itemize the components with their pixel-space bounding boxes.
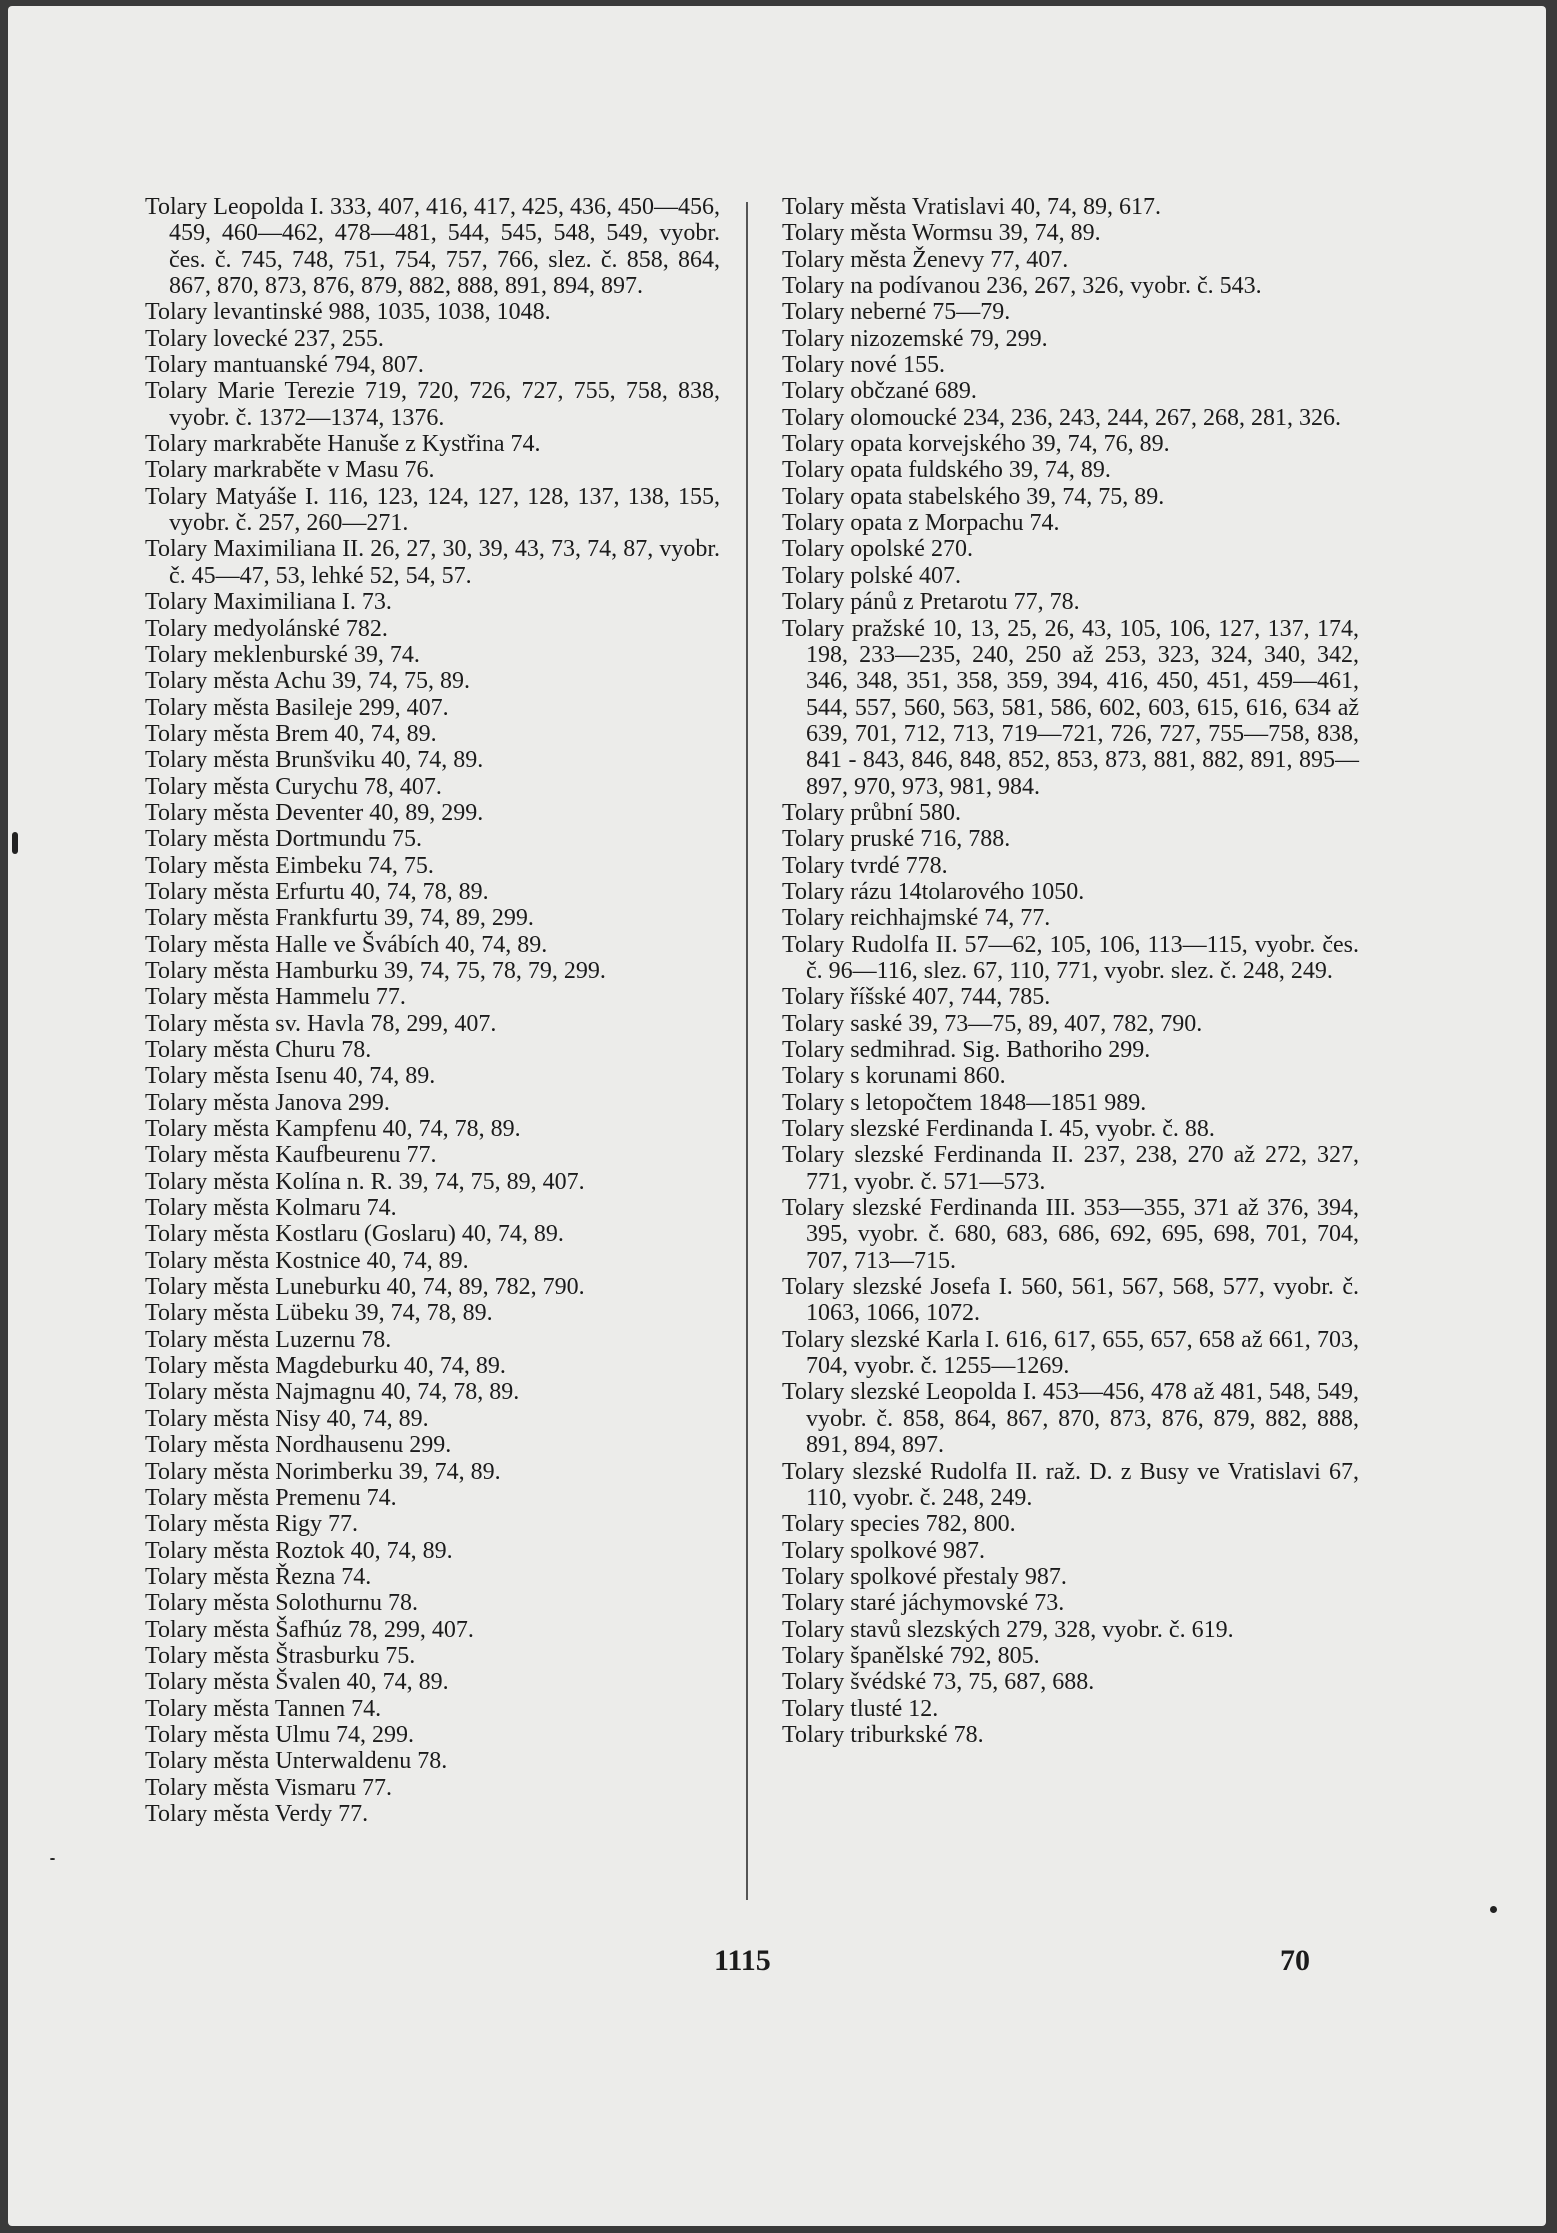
index-entry: Tolary Matyáše I. 116, 123, 124, 127, 128, 137, 138, 155, vyobr. č. 257, 260—271. (145, 483, 720, 537)
index-entry: Tolary města Brem 40, 74, 89. (145, 720, 437, 747)
index-entry: Tolary občzané 689. (782, 378, 977, 405)
index-entry: Tolary města Erfurtu 40, 74, 78, 89. (145, 878, 489, 905)
index-entry: Tolary města Brunšviku 40, 74, 89. (145, 747, 484, 774)
index-entry: Tolary města Janova 299. (145, 1089, 390, 1116)
index-entry: Tolary města Ženevy 77, 407. (782, 246, 1069, 273)
index-entry: Tolary města Kolína n. R. 39, 74, 75, 89, 407. (145, 1168, 585, 1195)
index-entry: Tolary města Švalen 40, 74, 89. (145, 1669, 449, 1696)
index-entry: Tolary nizozemské 79, 299. (782, 325, 1048, 352)
index-entry: Tolary města Basileje 299, 407. (145, 694, 449, 721)
index-entry: Tolary města Churu 78. (145, 1037, 372, 1063)
index-entry: Tolary lovecké 237, 255. (145, 325, 384, 352)
index-entry: Tolary levantinské 988, 1035, 1038, 1048. (145, 299, 551, 326)
index-entry: Tolary města Nisy 40, 74, 89. (145, 1405, 429, 1432)
index-entry: Tolary slezské Leopolda I. 453—456, 478 až 481, 548, 549, vyobr. č. 858, 864, 867, 870, 873, 876, 879, 882, 888, 891, 894, 897. (782, 1379, 1359, 1459)
index-entry: Tolary říšské 407, 744, 785. (782, 984, 1051, 1011)
index-entry: Tolary města Kostnice 40, 74, 89. (145, 1247, 469, 1274)
index-entry: Tolary města Kostlaru (Goslaru) 40, 74, 89. (145, 1221, 564, 1248)
page-number-center: 1115 (714, 1944, 771, 1977)
index-entry: Tolary reichhajmské 74, 77. (782, 905, 1051, 932)
index-entry: Tolary města Řezna 74. (145, 1563, 372, 1590)
column-divider (746, 202, 748, 1900)
index-entry: Tolary Maximiliana II. 26, 27, 30, 39, 43, 73, 74, 87, vyobr. č. 45—47, 53, lehké 52, 54, 57. (145, 536, 720, 589)
index-entry: Tolary markraběte v Masu 76. (145, 457, 435, 484)
index-entry: Tolary města Unterwaldenu 78. (145, 1748, 448, 1775)
index-entry: Tolary medyolánské 782. (145, 615, 388, 642)
index-entry: Tolary nové 155. (782, 352, 945, 379)
index-entry: Tolary města Norimberku 39, 74, 89. (145, 1458, 501, 1485)
index-entry: Tolary města Kolmaru 74. (145, 1195, 397, 1222)
index-entry: Tolary slezské Ferdinanda I. 45, vyobr. č. 88. (782, 1116, 1215, 1143)
index-entry: Tolary olomoucké 234, 236, 243, 244, 267, 268, 281, 326. (782, 404, 1341, 431)
index-entry: Tolary města Deventer 40, 89, 299. (145, 799, 484, 826)
index-entry: Tolary města Šafhúz 78, 299, 407. (145, 1616, 474, 1643)
print-speck (50, 1858, 55, 1860)
index-entry: Tolary švédské 73, 75, 687, 688. (782, 1669, 1095, 1696)
index-entry: Tolary rázu 14tolarového 1050. (782, 878, 1085, 905)
index-entry: Tolary tvrdé 778. (782, 852, 948, 879)
index-entry: Tolary meklenburské 39, 74. (145, 641, 420, 668)
index-entry: Tolary města Hamburku 39, 74, 75, 78, 79, 299. (145, 957, 606, 984)
index-entry: Tolary města sv. Havla 78, 299, 407. (145, 1010, 497, 1037)
index-column-right (782, 194, 1359, 1748)
index-entry: Tolary města Verdy 77. (145, 1800, 369, 1827)
index-entry: Tolary opata z Morpachu 74. (782, 510, 1060, 537)
index-entry: Tolary opata stabelského 39, 74, 75, 89. (782, 483, 1165, 510)
index-entry: Tolary průbní 580. (782, 799, 961, 826)
index-entry: Tolary na podívanou 236, 267, 326, vyobr. č. 543. (782, 273, 1262, 300)
index-entry: Tolary města Tannen 74. (145, 1695, 382, 1722)
index-entry: Tolary slezské Ferdinanda III. 353—355, 371 až 376, 394, 395, vyobr. č. 680, 683, 686, 692, 695, 698, 701, 704, 707, 713—715. (782, 1195, 1359, 1274)
index-entry: Tolary města Najmagnu 40, 74, 78, 89. (145, 1379, 520, 1406)
index-entry: Tolary spolkové 987. (782, 1537, 985, 1564)
index-entry: Tolary města Vratislavi 40, 74, 89, 617. (782, 194, 1162, 220)
index-entry: Tolary polské 407. (782, 562, 961, 589)
index-entry: Tolary města Magdeburku 40, 74, 89. (145, 1353, 506, 1380)
index-entry: Tolary opata fuldského 39, 74, 89. (782, 457, 1111, 484)
index-entry: Tolary pruské 716, 788. (782, 826, 1011, 853)
index-entry: Tolary sedmihrad. Sig. Bathoriho 299. (782, 1037, 1151, 1063)
index-entry: Tolary spolkové přestaly 987. (782, 1563, 1067, 1590)
index-entry: Tolary slezské Ferdinanda II. 237, 238, 270 až 272, 327, 771, vyobr. č. 571—573. (782, 1142, 1359, 1195)
index-entry: Tolary španělské 792, 805. (782, 1642, 1040, 1669)
index-entry: Tolary slezské Rudolfa II. raž. D. z Busy ve Vratislavi 67, 110, vyobr. č. 248, 249. (782, 1458, 1359, 1511)
index-entry: Tolary města Rigy 77. (145, 1511, 358, 1538)
index-entry: Tolary města Ulmu 74, 299. (145, 1721, 414, 1748)
page-number-right: 70 (1280, 1944, 1310, 1977)
index-entry: Tolary města Roztok 40, 74, 89. (145, 1537, 453, 1564)
index-entry: Tolary města Kaufbeurenu 77. (145, 1142, 437, 1169)
index-entry: Tolary staré jáchymovské 73. (782, 1590, 1065, 1617)
index-entry: Tolary města Nordhausenu 299. (145, 1432, 452, 1459)
document-page (8, 6, 1546, 2226)
index-entry: Tolary markraběte Hanuše z Kystřina 74. (145, 431, 541, 458)
index-entry: Tolary tlusté 12. (782, 1695, 939, 1722)
index-entry: Tolary města Isenu 40, 74, 89. (145, 1063, 436, 1090)
index-entry: Tolary města Kampfenu 40, 74, 78, 89. (145, 1116, 521, 1143)
print-speck (1490, 1906, 1497, 1913)
index-entry: Tolary města Dortmundu 75. (145, 826, 422, 853)
print-speck (12, 832, 18, 854)
index-entry: Tolary Leopolda I. 333, 407, 416, 417, 425, 436, 450—456, 459, 460—462, 478—481, 544, 545, 548, 549, vyobr. čes. č. 745, 748, 751, 754, 757, 766, slez. č. 858, 864, 867, 870, 873, 876, 879, 882, 888, 891, 894, 897. (145, 194, 720, 300)
index-entry: Tolary mantuanské 794, 807. (145, 352, 424, 379)
index-entry: Tolary města Hammelu 77. (145, 984, 406, 1011)
index-entry: Tolary města Halle ve Švábích 40, 74, 89. (145, 931, 548, 958)
index-column-left (145, 194, 720, 1827)
index-entry: Tolary saské 39, 73—75, 89, 407, 782, 790. (782, 1010, 1203, 1037)
index-entry: Tolary slezské Josefa I. 560, 561, 567, 568, 577, vyobr. č. 1063, 1066, 1072. (782, 1274, 1359, 1327)
index-entry: Tolary Maximiliana I. 73. (145, 589, 392, 616)
index-entry: Tolary neberné 75—79. (782, 299, 1011, 326)
index-entry: Tolary s korunami 860. (782, 1063, 1006, 1090)
index-entry: Tolary města Premenu 74. (145, 1484, 397, 1511)
index-entry: Tolary města Wormsu 39, 74, 89. (782, 220, 1101, 247)
index-entry: Tolary pražské 10, 13, 25, 26, 43, 105, 106, 127, 137, 174, 198, 233—235, 240, 250 až 253, 323, 324, 340, 342, 346, 348, 351, 358, 359, 394, 416, 450, 451, 459—461, 544, 557, 560, 563, 581, 586, 602, 603, 615, 616, 634 až 639, 701, 712, 713, 719—721, 726, 727, 755—758, 838, 841 - 843, 846, 848, 852, 853, 873, 881, 882, 891, 895—897, 970, 973, 981, 984. (782, 615, 1359, 800)
index-entry: Tolary města Solothurnu 78. (145, 1590, 418, 1617)
index-entry: Tolary Rudolfa II. 57—62, 105, 106, 113—115, vyobr. čes. č. 96—116, slez. 67, 110, 771, vyobr. slez. č. 248, 249. (782, 931, 1359, 984)
index-entry: Tolary stavů slezských 279, 328, vyobr. č. 619. (782, 1616, 1234, 1643)
index-entry: Tolary města Luneburku 40, 74, 89, 782, 790. (145, 1274, 585, 1301)
index-entry: Tolary species 782, 800. (782, 1511, 1016, 1538)
index-entry: Tolary města Vismaru 77. (145, 1774, 393, 1801)
index-entry: Tolary města Lübeku 39, 74, 78, 89. (145, 1300, 493, 1327)
index-entry: Tolary města Achu 39, 74, 75, 89. (145, 668, 470, 695)
index-entry: Tolary s letopočtem 1848—1851 989. (782, 1089, 1147, 1116)
index-entry: Tolary pánů z Pretarotu 77, 78. (782, 589, 1080, 616)
index-entry: Tolary opata korvejského 39, 74, 76, 89. (782, 431, 1170, 458)
index-entry: Tolary slezské Karla I. 616, 617, 655, 657, 658 až 661, 703, 704, vyobr. č. 1255—1269. (782, 1326, 1359, 1380)
index-entry: Tolary města Luzernu 78. (145, 1326, 392, 1353)
index-entry: Tolary Marie Terezie 719, 720, 726, 727, 755, 758, 838, vyobr. č. 1372—1374, 1376. (145, 378, 720, 431)
index-entry: Tolary města Curychu 78, 407. (145, 773, 442, 800)
index-entry: Tolary triburkské 78. (782, 1721, 984, 1748)
index-entry: Tolary města Štrasburku 75. (145, 1642, 416, 1669)
index-entry: Tolary města Frankfurtu 39, 74, 89, 299. (145, 905, 534, 932)
index-entry: Tolary opolské 270. (782, 536, 973, 563)
index-entry: Tolary města Eimbeku 74, 75. (145, 852, 434, 879)
